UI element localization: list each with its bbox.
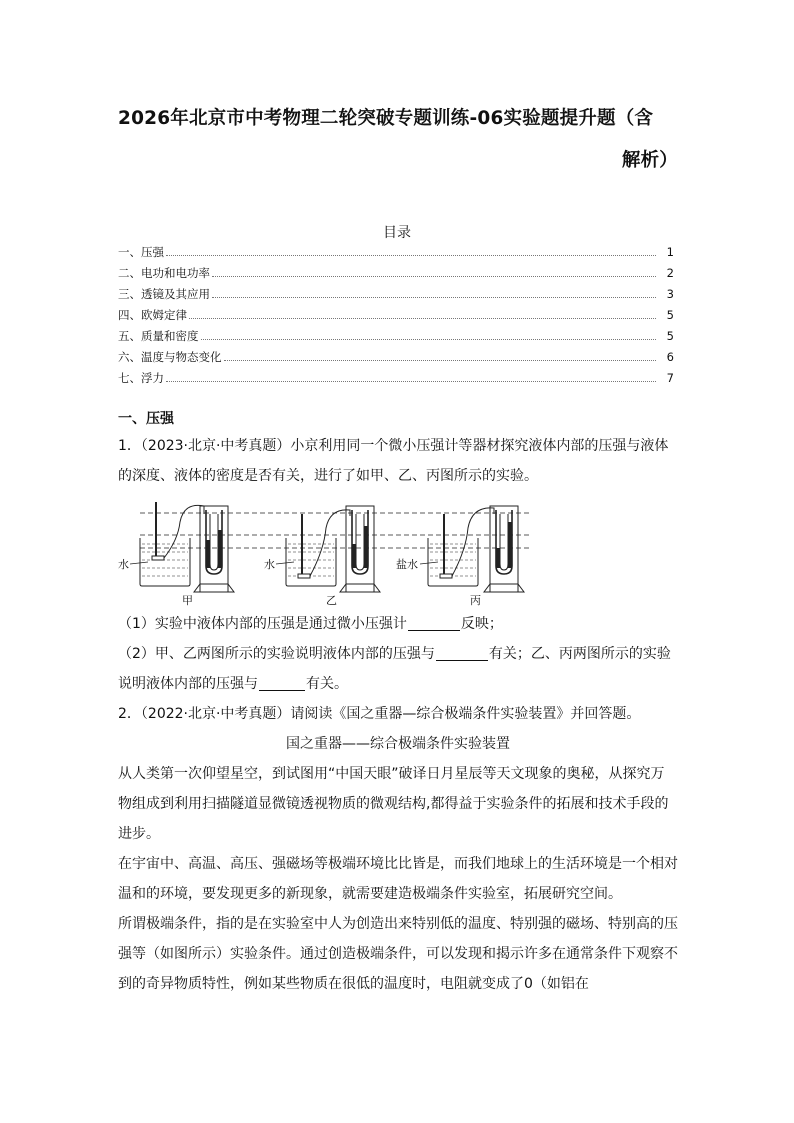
gauge-board-icon bbox=[200, 506, 228, 592]
toc-item-page: 7 bbox=[666, 371, 674, 385]
gauge-board-icon bbox=[490, 506, 518, 592]
liquid-label: 盐水 bbox=[396, 558, 418, 571]
toc-leader-dots bbox=[224, 360, 657, 361]
label-leaders bbox=[130, 562, 438, 564]
toc-item[interactable] bbox=[118, 349, 674, 370]
toc-leader-dots bbox=[189, 318, 656, 319]
toc-item[interactable] bbox=[118, 307, 674, 328]
article-paragraph: 从人类第一次仰望星空，到试图用“中国天眼”破译日月星辰等天文现象的奥秘，从探究万物组成到利用扫描隧道显微镜透视物质的微观结构,都得益于实验条件的拓展和技术手段的进步。 bbox=[118, 766, 669, 842]
toc-leader-dots bbox=[166, 381, 656, 382]
toc-leader-dots bbox=[212, 297, 656, 298]
gauge-board-icon bbox=[346, 506, 374, 592]
liquid-icon bbox=[430, 544, 476, 576]
document-title bbox=[118, 98, 678, 182]
rubber-tube-icon bbox=[310, 510, 350, 576]
toc-item-page: 6 bbox=[666, 350, 674, 364]
answer-blank[interactable] bbox=[436, 644, 488, 661]
q1-part1-tail: 反映； bbox=[460, 616, 503, 632]
toc-item[interactable] bbox=[118, 265, 674, 286]
answer-blank[interactable] bbox=[259, 674, 305, 691]
liquid-icon bbox=[288, 544, 334, 576]
title-line-2: 解析） bbox=[621, 150, 678, 171]
toc-item[interactable] bbox=[118, 370, 674, 391]
table-of-contents bbox=[118, 244, 674, 391]
article-paragraph: 在宇宙中、高温、高压、强磁场等极端环境比比皆是，而我们地球上的生活环境是一个相对温和的环境，要发现更多的新现象，就需要建造极端条件实验室，拓展研究空间。 bbox=[118, 856, 678, 902]
q1-part1-text: （1）实验中液体内部的压强是通过微小压强计 bbox=[118, 616, 407, 632]
setup-yi bbox=[286, 506, 380, 592]
article-title: 国之重器——综合极端条件实验装置 bbox=[286, 736, 510, 752]
toc-item[interactable] bbox=[118, 244, 674, 265]
document-body bbox=[118, 407, 678, 999]
toc-item-label: 一、压强 bbox=[118, 245, 164, 259]
toc-item-label: 五、质量和密度 bbox=[118, 329, 199, 343]
figure-caption: 甲 bbox=[182, 594, 193, 607]
toc-item-label: 三、透镜及其应用 bbox=[118, 287, 210, 301]
q1-part2-tail: 有关。 bbox=[306, 676, 348, 692]
question-1-part-1 bbox=[118, 609, 678, 639]
setup-bing bbox=[428, 506, 524, 592]
title-line-1: 2026年北京市中考物理二轮突破专题训练-06实验题提升题（含 bbox=[118, 108, 654, 129]
figure-caption: 乙 bbox=[326, 594, 337, 607]
toc-item[interactable] bbox=[118, 286, 674, 307]
toc-item-page: 5 bbox=[666, 329, 674, 343]
question-2-text: 2．（2022·北京·中考真题）请阅读《国之重器—综合极端条件实验装置》并回答题。 bbox=[118, 706, 641, 722]
toc-item-page: 2 bbox=[666, 266, 674, 280]
toc-leader-dots bbox=[166, 255, 656, 256]
article-paragraph: 所谓极端条件，指的是在实验室中人为创造出来特别低的温度、特别强的磁场、特别高的压强等（如图所示）实验条件。通过创造极端条件，可以发现和揭示许多在通常条件下观察不到的奇异物质特性，例如某些物质在很低的温度时，电阻就变成了0（如铝在 bbox=[118, 916, 678, 992]
section-heading: 一、压强 bbox=[118, 411, 174, 427]
toc-item-page: 1 bbox=[666, 245, 674, 259]
toc-item-label: 四、欧姆定律 bbox=[118, 308, 187, 322]
toc-item-label: 七、浮力 bbox=[118, 371, 164, 385]
toc-leader-dots bbox=[212, 276, 656, 277]
toc-item[interactable] bbox=[118, 328, 674, 349]
q1-part2-text: （2）甲、乙两图所示的实验说明液体内部的压强与 bbox=[118, 646, 435, 662]
liquid-label: 水 bbox=[118, 558, 129, 571]
toc-item-page: 5 bbox=[666, 308, 674, 322]
figure-caption: 丙 bbox=[470, 594, 481, 607]
pressure-gauge-figure bbox=[118, 500, 538, 608]
question-1-part-2 bbox=[118, 639, 678, 699]
toc-heading: 目录 bbox=[383, 225, 411, 241]
toc-leader-dots bbox=[201, 339, 657, 340]
setup-jia bbox=[140, 502, 234, 592]
toc-item-page: 3 bbox=[666, 287, 674, 301]
rubber-tube-icon bbox=[452, 508, 494, 576]
toc-item-label: 二、电功和电功率 bbox=[118, 266, 210, 280]
liquid-label: 水 bbox=[264, 558, 275, 571]
liquid-icon bbox=[142, 544, 188, 576]
q1-part2-mid: 有关；乙、丙两图所示的实验说明液体内部的压强与 bbox=[118, 646, 671, 692]
answer-blank[interactable] bbox=[408, 614, 460, 631]
question-1-text: 1．（2023·北京·中考真题）小京利用同一个微小压强计等器材探究液体内部的压强与液体的深度、液体的密度是否有关，进行了如甲、乙、丙图所示的实验。 bbox=[118, 438, 669, 484]
toc-item-label: 六、温度与物态变化 bbox=[118, 350, 222, 364]
